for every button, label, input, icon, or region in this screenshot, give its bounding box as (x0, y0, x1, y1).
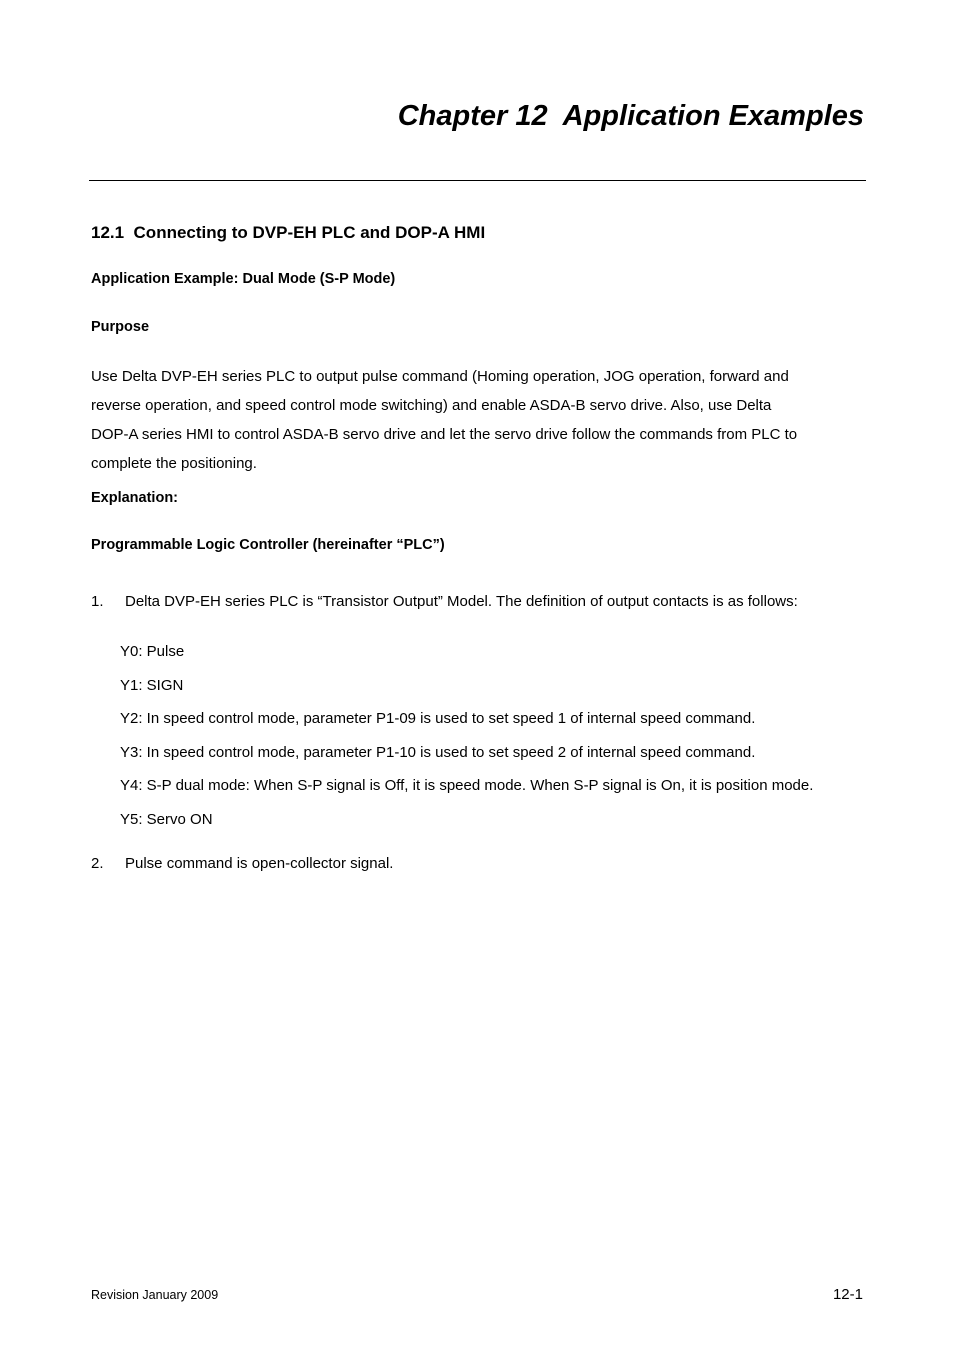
output-contacts-list (120, 641, 813, 843)
purpose-line: Use Delta DVP-EH series PLC to output pulse command (Homing operation, JOG operation, forward and (91, 368, 789, 385)
output-contact-item: Y3: In speed control mode, parameter P1-10 is used to set speed 2 of internal speed command. (120, 743, 756, 761)
list-item-text: Pulse command is open-collector signal. (125, 855, 394, 872)
footer-page-number: 12-1 (832, 1286, 863, 1303)
purpose-paragraph (91, 362, 871, 478)
output-contact-item: Y5: Servo ON (120, 810, 213, 828)
purpose-line: complete the positioning. (91, 455, 257, 472)
footer-revision: Revision January 2009 (91, 1288, 219, 1302)
section-title: 12.1 Connecting to DVP-EH PLC and DOP-A HMI (91, 223, 486, 242)
output-contact-item: Y2: In speed control mode, parameter P1-09 is used to set speed 1 of internal speed command. (120, 710, 756, 728)
header-rule (89, 180, 866, 181)
list-item-number: 1. (91, 593, 104, 610)
purpose-line: DOP-A series HMI to control ASDA-B servo drive and let the servo drive follow the commands from PLC to (91, 426, 798, 443)
explanation-heading: Explanation: (91, 490, 179, 506)
app-example-heading: Application Example: Dual Mode (S-P Mode) (91, 271, 396, 287)
list-item-text: Delta DVP-EH series PLC is “Transistor Output” Model. The definition of output contacts is as follows: (125, 593, 798, 610)
list-item (91, 855, 393, 872)
purpose-line: reverse operation, and speed control mode switching) and enable ASDA-B servo drive. Also, use Delta (91, 397, 772, 414)
chapter-title: Chapter 12 Application Examples (397, 100, 864, 132)
output-contact-item: Y1: SIGN (120, 676, 184, 694)
output-contact-item: Y0: Pulse (120, 643, 185, 660)
output-contact-item: Y4: S-P dual mode: When S-P signal is Off, it is speed mode. When S-P signal is On, it is position mode. (120, 777, 814, 795)
list-item-number: 2. (91, 855, 104, 872)
list-item (91, 593, 798, 610)
purpose-heading: Purpose (91, 319, 150, 335)
plc-heading: Programmable Logic Controller (hereinafter “PLC”) (91, 537, 445, 553)
